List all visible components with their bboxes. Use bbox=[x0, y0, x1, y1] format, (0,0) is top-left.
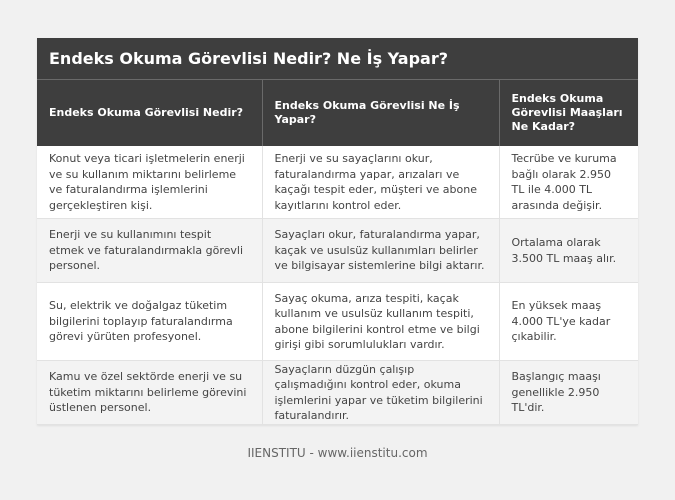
table-row bbox=[37, 146, 638, 219]
table-header-row bbox=[37, 80, 638, 146]
table-cell: Su, elektrik ve doğalgaz tüketim bilgilerini toplayıp faturalandırma görevi yürüten profesyonel. bbox=[37, 283, 262, 361]
table-cell: Konut veya ticari işletmelerin enerji ve su kullanım miktarını belirleme ve faturalandırma işlemlerini gerçekleştiren kişi. bbox=[37, 146, 262, 219]
table-cell: Enerji ve su sayaçlarını okur, faturalandırma yapar, arızaları ve kaçağı tespit eder, müşteri ve abone kayıtlarını kontrol eder. bbox=[262, 146, 499, 219]
table-row bbox=[37, 361, 638, 425]
table-cell: En yüksek maaş 4.000 TL'ye kadar çıkabilir. bbox=[499, 283, 638, 361]
table-cell: Enerji ve su kullanımını tespit etmek ve faturalandırmakla görevli personel. bbox=[37, 219, 262, 283]
table-cell: Tecrübe ve kuruma bağlı olarak 2.950 TL ile 4.000 TL arasında değişir. bbox=[499, 146, 638, 219]
info-table-card bbox=[37, 38, 638, 425]
footer-credit: IIENSTITU - www.iienstitu.com bbox=[247, 446, 428, 460]
column-header-salary: Endeks Okuma Görevlisi Maaşları Ne Kadar? bbox=[499, 80, 638, 146]
table-cell: Sayaçları okur, faturalandırma yapar, kaçak ve usulsüz kullanımları belirler ve bilgisayar sistemlerine bilgi aktarır. bbox=[262, 219, 499, 283]
table-row bbox=[37, 283, 638, 361]
info-table bbox=[37, 80, 638, 425]
table-cell: Ortalama olarak 3.500 TL maaş alır. bbox=[499, 219, 638, 283]
table-title: Endeks Okuma Görevlisi Nedir? Ne İş Yapar? bbox=[37, 38, 638, 80]
table-cell: Başlangıç maaşı genellikle 2.950 TL'dir. bbox=[499, 361, 638, 425]
table-cell: Kamu ve özel sektörde enerji ve su tüketim miktarını belirleme görevini üstlenen personel. bbox=[37, 361, 262, 425]
table-cell: Sayaçların düzgün çalışıp çalışmadığını kontrol eder, okuma işlemlerini yapar ve tüketim bilgilerini faturalandırır. bbox=[262, 361, 499, 425]
column-header-duties: Endeks Okuma Görevlisi Ne İş Yapar? bbox=[262, 80, 499, 146]
table-cell: Sayaç okuma, arıza tespiti, kaçak kullanım ve usulsüz kullanım tespiti, abone bilgilerini kontrol etme ve bilgi girişi gibi sorumlulukları vardır. bbox=[262, 283, 499, 361]
table-row bbox=[37, 219, 638, 283]
column-header-definition: Endeks Okuma Görevlisi Nedir? bbox=[37, 80, 262, 146]
